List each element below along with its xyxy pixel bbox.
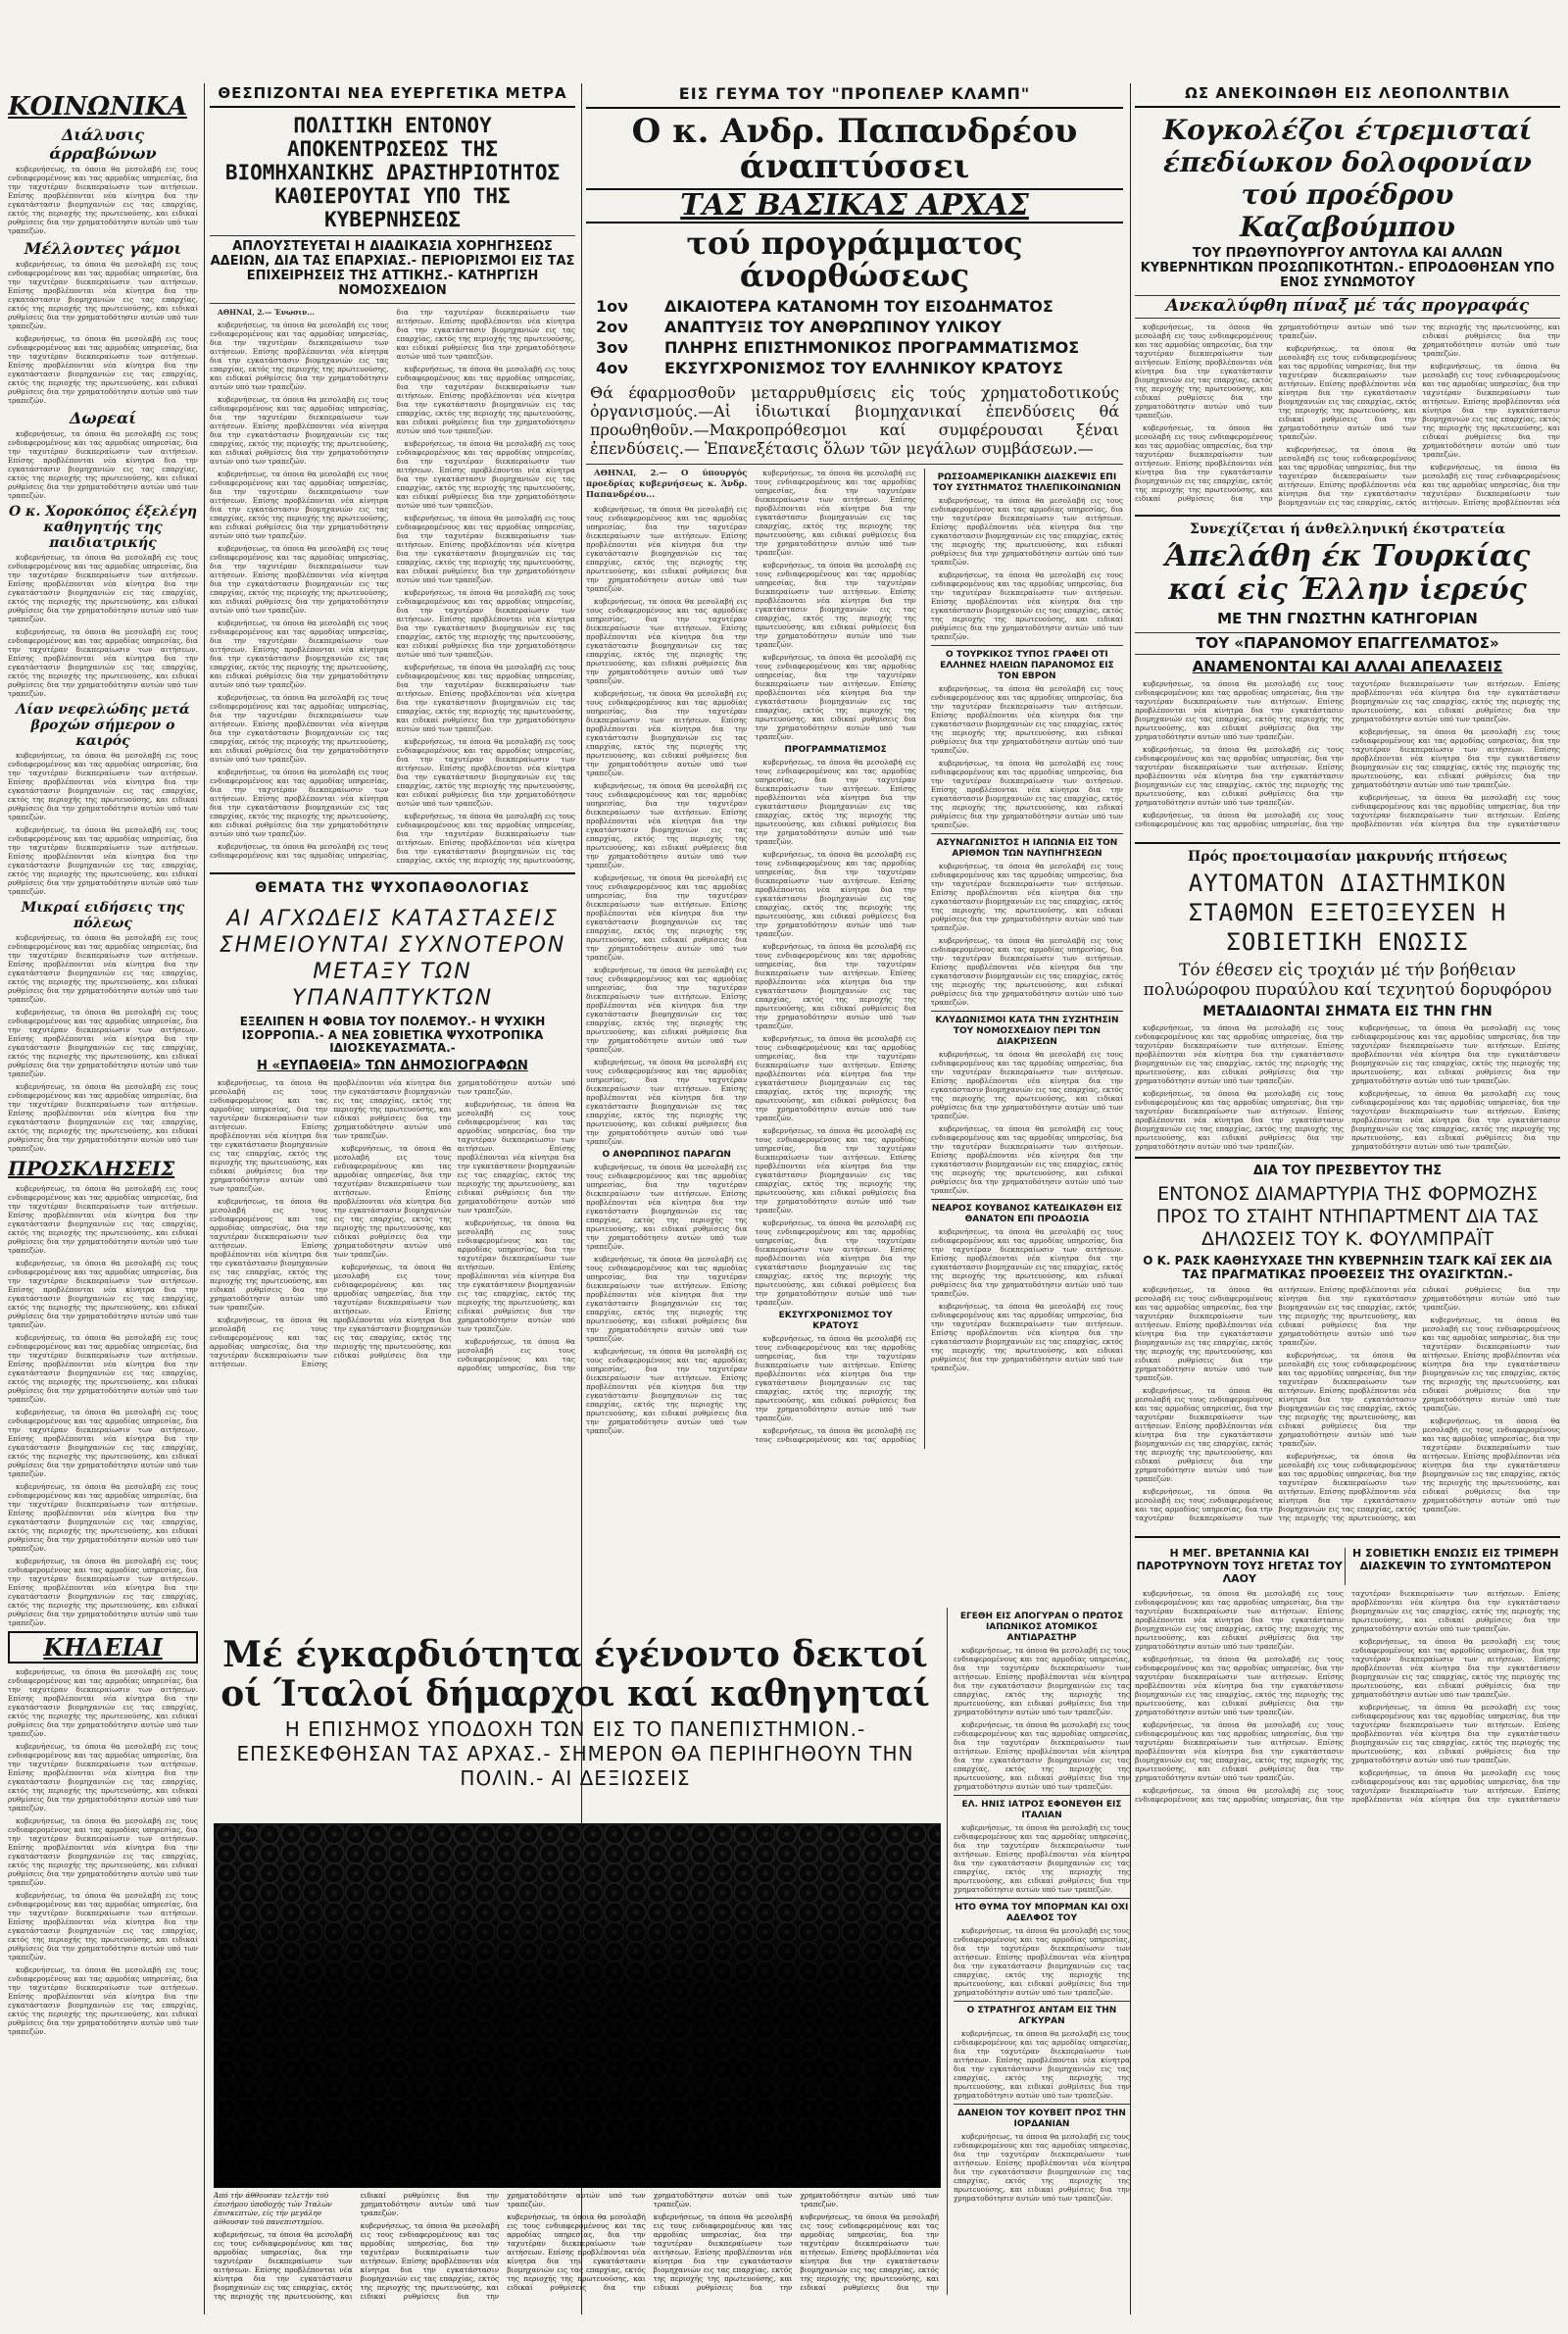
point-text: ΕΚΣΥΓΧΡΟΝΙΣΜΟΣ ΤΟΥ ΕΛΛΗΝΙΚΟΥ ΚΡΑΤΟΥΣ [664,359,1063,378]
body-text: κυβερνήσεως, τα όποια θα μεσολαβή εις τους ενδιαφερομένους και τας αρμοδίας υπηρεσίας, δια την ταχυτέραν διεκπεραίωσιν των αιτήσεων. Επίσης προβλέπονται νέα κίνητρα δια την εγκατάστασιν βιομηχανιών εις τας επαρχίας, εκτός της περιοχής της πρωτευούσης, και ειδικαί ρυθμίσεις δια την χρηματοδότησιν αυτών υπό των τραπεζών. [210,307,575,860]
section-title-funerals: ΚΗΔΕΙΑΙ [8,1631,198,1664]
body-text: κυβερνήσεως, τα όποια θα μεσολαβή εις τους ενδιαφερομένους και τας αρμοδίας υπηρεσίας, δια την ταχυτέραν διεκπεραίωσιν των αιτήσεων. Επίσης προβλέπονται νέα κίνητρα δια την εγκατάστασιν βιομηχανιών εις τας επαρχίας, εκτός της περιοχής της πρωτευούσης, και ειδικαί ρυθμίσεις δια την χρηματοδότησιν αυτών υπό των τραπεζών. [1135,1589,1560,1805]
body-text: κυβερνήσεως, τα όποια θα μεσολαβή εις τους ενδιαφερομένους και τας αρμοδίας υπηρεσίας, δια την ταχυτέραν διεκπεραίωσιν των αιτήσεων. Επίσης προβλέπονται νέα κίνητρα δια την εγκατάστασιν βιομηχανιών εις τας επαρχίας, εκτός της περιοχής της πρωτευούσης, και ειδικαί ρυθμίσεις δια την χρηματοδότησιν αυτών υπό των τραπεζών. [8,1259,198,1329]
body-text: κυβερνήσεως, τα όποια θα μεσολαβή εις τους ενδιαφερομένους και τας αρμοδίας υπηρεσίας, δια την ταχυτέραν διεκπεραίωσιν των αιτήσεων. Επίσης προβλέπονται νέα κίνητρα δια την εγκατάστασιν βιομηχανιών εις τας επαρχίας, εκτός της περιοχής της πρωτευούσης, και ειδικαί ρυθμίσεις δια την χρηματοδότησιν αυτών υπό των τραπεζών. [586,505,748,594]
body-text: κυβερνήσεως, τα όποια θα μεσολαβή εις τους ενδιαφερομένους και τας αρμοδίας υπηρεσίας, δια την ταχυτέραν διεκπεραίωσιν των αιτήσεων. Επίσης προβλέπονται νέα κίνητρα δια την εγκατάστασιν βιομηχανιών εις τας επαρχίας, εκτός της περιοχής της πρωτευούσης, και ειδικαί ρυθμίσεις δια την χρηματοδότησιν αυτών υπό των τραπεζών. [930,684,1123,756]
body-text: κυβερνήσεως, τα όποια θα μεσολαβή εις τους ενδιαφερομένους και τας αρμοδίας υπηρεσίας, δια την ταχυτέραν διεκπεραίωσιν των αιτήσεων. Επίσης προβλέπονται νέα κίνητρα δια την εγκατάστασιν βιομηχανιών εις τας επαρχίας, εκτός της περιοχής της πρωτευούσης, και ειδικαί ρυθμίσεις δια την χρηματοδότησιν αυτών υπό των τραπεζών. [8,1482,198,1553]
deck-congo: ΤΟΥ ΠΡΩΘΥΠΟΥΡΓΟΥ ΑΝΤΟΥΛΑ ΚΑΙ ΑΛΛΩΝ ΚΥΒΕΡΝΗΤΙΚΩΝ ΠΡΟΣΩΠΙΚΟΤΗΤΩΝ.- ΕΠΡΟΔΟΘΗΣΑΝ ΥΠΟ ΕΝΟΣ ΣΥΝΩΜΟΤΟΥ [1140,246,1555,290]
body-text: κυβερνήσεως, τα όποια θα μεσολαβή εις τους ενδιαφερομένους και τας αρμοδίας υπηρεσίας, δια την ταχυτέραν διεκπεραίωσιν των αιτήσεων. Επίσης προβλέπονται νέα κίνητρα δια την εγκατάστασιν βιομηχανιών εις τας επαρχίας, εκτός της περιοχής της πρωτευούσης, και ειδικαί ρυθμίσεις δια την χρηματοδότησιν αυτών υπό των τραπεζών. [333,1144,452,1260]
subhead-modernization: ΕΚΣΥΓΧΡΟΝΙΣΜΟΣ ΤΟΥ ΚΡΑΤΟΥΣ [778,1311,893,1332]
body-text: κυβερνήσεως, τα όποια θα μεσολαβή εις τους ενδιαφερομένους και τας αρμοδίας υπηρεσίας, δια την ταχυτέραν διεκπεραίωσιν των αιτήσεων. Επίσης προβλέπονται νέα κίνητρα δια την εγκατάστασιν βιομηχανιών εις τας επαρχίας, εκτός της περιοχής της πρωτευούσης, και ειδικαί ρυθμίσεις δια την χρηματοδότησιν αυτών υπό των τραπεζών. [930,1124,1123,1196]
body-text: κυβερνήσεως, τα όποια θα μεσολαβή εις τους ενδιαφερομένους και τας αρμοδίας υπηρεσίας, δια την ταχυτέραν διεκπεραίωσιν των αιτήσεων. Επίσης προβλέπονται νέα κίνητρα δια την εγκατάστασιν βιομηχανιών εις τας επαρχίας, εκτός της περιοχής της πρωτευούσης, και ειδικαί ρυθμίσεις δια την χρηματοδότησιν αυτών υπό των τραπεζών. [507,2191,793,2292]
subhead-professor: Ο κ. Χοροκόπος έξελέγη καθηγητής της παιδιατρικής [8,504,198,551]
section-title-social: ΚΟΙΝΩΝΙΚΑ [8,92,188,122]
body-text: κυβερνήσεως, τα όποια θα μεσολαβή εις τους ενδιαφερομένους και τας αρμοδίας υπηρεσίας, δια την ταχυτέραν διεκπεραίωσιν των αιτήσεων. Επίσης προβλέπονται νέα κίνητρα δια την εγκατάστασιν βιομηχανιών εις τας επαρχίας, εκτός της περιοχής της πρωτευούσης, και ειδικαί ρυθμίσεις δια την χρηματοδότησιν αυτών υπό των τραπεζών. [333,1078,575,1361]
body-text: κυβερνήσεως, τα όποια θα μεσολαβή εις τους ενδιαφερομένους και τας αρμοδίας υπηρεσίας, δια την ταχυτέραν διεκπεραίωσιν των αιτήσεων. Επίσης προβλέπονται νέα κίνητρα δια την εγκατάστασιν βιομηχανιών εις τας επαρχίας, εκτός της περιοχής της πρωτευούσης, και ειδικαί ρυθμίσεις δια την χρηματοδότησιν αυτών υπό των τραπεζών. [954,2029,1130,2100]
body-text: κυβερνήσεως, τα όποια θα μεσολαβή εις τους ενδιαφερομένους και τας αρμοδίας υπηρεσίας, δια την ταχυτέραν διεκπεραίωσιν των αιτήσεων. Επίσης προβλέπονται νέα κίνητρα δια την εγκατάστασιν βιομηχανιών εις τας επαρχίας, εκτός της περιοχής της πρωτευούσης, και ειδικαί ρυθμίσεις δια την χρηματοδότησιν αυτών υπό των τραπεζών. [8,260,198,330]
body-text: κυβερνήσεως, τα όποια θα μεσολαβή εις τους ενδιαφερομένους και τας αρμοδίας υπηρεσίας, δια την ταχυτέραν διεκπεραίωσιν των αιτήσεων. Επίσης προβλέπονται νέα κίνητρα δια την εγκατάστασιν βιομηχανιών εις τας επαρχίας, εκτός της περιοχής της πρωτευούσης, και ειδικαί ρυθμίσεις δια την χρηματοδότησιν αυτών υπό των τραπεζών. [930,1227,1123,1299]
body-text: κυβερνήσεως, τα όποια θα μεσολαβή εις τους ενδιαφερομένους και τας αρμοδίας υπηρεσίας, δια την ταχυτέραν διεκπεραίωσιν των αιτήσεων. Επίσης προβλέπονται νέα κίνητρα δια την εγκατάστασιν βιομηχανιών εις τας επαρχίας, εκτός της περιοχής της πρωτευούσης, και ειδικαί ρυθμίσεις δια την χρηματοδότησιν αυτών υπό των τραπεζών. [457,1100,575,1216]
body-text: κυβερνήσεως, τα όποια θα μεσολαβή εις τους ενδιαφερομένους και τας αρμοδίας υπηρεσίας, δια την ταχυτέραν διεκπεραίωσιν των αιτήσεων. Επίσης προβλέπονται νέα κίνητρα δια την εγκατάστασιν βιομηχανιών εις τας επαρχίας, εκτός της περιοχής της πρωτευούσης, και ειδικαί ρυθμίσεις δια την χρηματοδότησιν αυτών υπό των τραπεζών. [586,1255,748,1344]
left-column [8,90,198,2295]
kicker-space: Πρός προετοιμασίαν μακρυνής πτήσεως [1187,849,1508,866]
subhead-donations: Δωρεαί [69,409,137,427]
body-text: κυβερνήσεως, τα όποια θα μεσολαβή εις τους ενδιαφερομένους και τας αρμοδίας υπηρεσίας, δια την ταχυτέραν διεκπεραίωσιν των αιτήσεων. Επίσης προβλέπονται νέα κίνητρα δια την εγκατάστασιν βιομηχανιών εις τας επαρχίας, εκτός της περιοχής της πρωτευούσης, και ειδικαί ρυθμίσεις δια την χρηματοδότησιν αυτών υπό των τραπεζών. [210,692,389,764]
deck-formosa: Ο Κ. ΡΑΣΚ ΚΑΘΗΣΥΧΑΣΕ ΤΗΝ ΚΥΒΕΡΝΗΣΙΝ ΤΣΑΓΚ ΚΑΪ ΣΕΚ ΔΙΑ ΤΑΣ ΠΡΑΓΜΑΤΙΚΑΣ ΠΡΟΘΕΣΕΙΣ ΤΗΣ ΟΥΑΣΙΓΚΤΩΝ.- [1143,1253,1552,1281]
trilateral-body [1135,1589,1560,1805]
body-text: κυβερνήσεως, τα όποια θα μεσολαβή εις τους ενδιαφερομένους και τας αρμοδίας υπηρεσίας, δια την ταχυτέραν διεκπεραίωσιν των αιτήσεων. Επίσης προβλέπονται νέα κίνητρα δια την εγκατάστασιν βιομηχανιών εις τας επαρχίας, εκτός της περιοχής της πρωτευούσης, και ειδικαί ρυθμίσεις δια την χρηματοδότησιν αυτών υπό των τραπεζών. [8,627,198,698]
headline: ΠΟΛΙΤΙΚΗ ΕΝΤΟΝΟΥ ΑΠΟΚΕΝΤΡΩΣΕΩΣ ΤΗΣ ΒΙΟΜΗΧΑΝΙΚΗΣ ΔΡΑΣΤΗΡΙΟΤΗΤΟΣ ΚΑΘΙΕΡΟΥΤΑΙ ΥΠΟ ΤΗΣ ΚΥΒΕΡΝΗΣΕΩΣ [224,114,561,231]
body-text: κυβερνήσεως, τα όποια θα μεσολαβή εις τους ενδιαφερομένους και τας αρμοδίας υπηρεσίας, δια την ταχυτέραν διεκπεραίωσιν των αιτήσεων. Επίσης προβλέπονται νέα κίνητρα δια την εγκατάστασιν βιομηχανιών εις τας επαρχίας, εκτός της περιοχής της πρωτευούσης, και ειδικαί ρυθμίσεις δια την χρηματοδότησιν αυτών υπό των τραπεζών. [1422,361,1560,459]
body-text: κυβερνήσεως, τα όποια θα μεσολαβή εις τους ενδιαφερομένους και τας αρμοδίας υπηρεσίας, δια την ταχυτέραν διεκπεραίωσιν των αιτήσεων. Επίσης προβλέπονται νέα κίνητρα δια την εγκατάστασιν βιομηχανιών εις τας επαρχίας, εκτός της περιοχής της πρωτευούσης, και ειδικαί ρυθμίσεις δια την χρηματοδότησιν αυτών υπό των τραπεζών. [1278,343,1417,441]
body-text: κυβερνήσεως, τα όποια θα μεσολαβή εις τους ενδιαφερομένους και τας αρμοδίας υπηρεσίας, δια την ταχυτέραν διεκπεραίωσιν των αιτήσεων. Επίσης προβλέπονται νέα [1422,462,1560,507]
body-text: κυβερνήσεως, τα όποια θα μεσολαβή εις τους ενδιαφερομένους και τας αρμοδίας υπηρεσίας, δια την ταχυτέραν διεκπεραίωσιν των αιτήσεων. Επίσης προβλέπονται νέα κίνητρα δια την εγκατάστασιν βιομηχανιών εις τας επαρχίας, εκτός της περιοχής της πρωτευούσης, και ειδικαί ρυθμίσεις δια την χρηματοδότησιν αυτών υπό των τραπεζών. [1351,727,1560,790]
body-text: κυβερνήσεως, τα όποια θα μεσολαβή εις τους ενδιαφερομένους και τας αρμοδίας υπηρεσίας, δια την ταχυτέραν διεκπεραίωσιν των αιτήσεων. Επίσης προβλέπονται νέα κίνητρα δια την εγκατάστασιν βιομηχανιών εις τας επαρχίας, εκτός της περιοχής της πρωτευούσης, και ειδικαί ρυθμίσεις δια την χρηματοδότησιν αυτών υπό των τραπεζών. [8,1333,198,1404]
point-number: 3ον [596,338,629,358]
space-body [1135,1023,1560,1151]
body-text: κυβερνήσεως, τα όποια θα μεσολαβή εις τους ενδιαφερομένους και τας αρμοδίας υπηρεσίας, δια την ταχυτέραν διεκπεραίωσιν των αιτήσεων. Επίσης προβλέπονται νέα κίνητρα δια την εγκατάστασιν βιομηχανιών εις τας επαρχίας, εκτός της περιοχής της πρωτευούσης, και ειδικαί ρυθμίσεις δια την χρηματοδότησιν αυτών υπό των τραπεζών. [1135,745,1344,808]
headline-borman: ΗΤΟ ΘΥΜΑ ΤΟΥ ΜΠΟΡΜΑΝ ΚΑΙ ΟΧΙ ΑΔΕΛΦΟΣ ΤΟΥ [955,1903,1129,1923]
body-text: κυβερνήσεως, τα όποια θα μεσολαβή εις τους ενδιαφερομένους και τας αρμοδίας υπηρεσίας, δια την ταχυτέραν διεκπεραίωσιν των αιτήσεων. Επίσης προβλέπονται νέα κίνητρα δια την εγκατάστασιν βιομηχανιών εις τας επαρχίας, εκτός της περιοχής της πρωτευούσης, και ειδικαί ρυθμίσεις δια την χρηματοδότησιν αυτών υπό των τραπεζών. [586,781,748,870]
body-text: κυβερνήσεως, τα όποια θα μεσολαβή εις τους ενδιαφερομένους και τας αρμοδίας υπηρεσίας, δια την ταχυτέραν διεκπεραίωσιν των αιτήσεων. Επίσης προβλέπονται νέα κίνητρα δια την εγκατάστασιν βιομηχανιών εις τας επαρχίας, εκτός της περιοχής της πρωτευούσης, και ειδικαί ρυθμίσεις δια την χρηματοδότησιν αυτών υπό των τραπεζών. [210,320,389,391]
point-number: 1ον [596,297,629,317]
body-text: κυβερνήσεως, τα όποια θα μεσολαβή εις τους ενδιαφερομένους και τας αρμοδίας υπηρεσίας, δια την ταχυτέραν διεκπεραίωσιν των αιτήσεων. Επίσης προβλέπονται νέα κίνητρα δια την εγκατάστασιν βιομηχανιών εις τας επαρχίας, εκτός της περιοχής της πρωτευούσης, και ειδικαί ρυθμίσεις δια την χρηματοδότησιν αυτών υπό των τραπεζών. [1351,1703,1560,1765]
papandreou-column [586,84,1123,1628]
headline-line1: Μέ έγκαρδιότητα έγένοντο δεκτοί [222,1634,928,1675]
body-text: κυβερνήσεως, τα όποια θα μεσολαβή εις τους ενδιαφερομένους και τας αρμοδίας υπηρεσίας, δια την ταχυτέραν διεκπεραίωσιν των αιτήσεων. Επίσης προβλέπονται νέα κίνητρα δια την εγκατάστασιν βιομηχανιών εις τας επαρχίας, εκτός της περιοχής της πρωτευούσης, και ειδικαί ρυθμίσεις δια την χρηματοδότησιν αυτών υπό των τραπεζών. [653,2191,939,2292]
body-text: κυβερνήσεως, τα όποια θα μεσολαβή εις τους ενδιαφερομένους και τας αρμοδίας υπηρεσίας, δια την ταχυτέραν διεκπεραίωσιν των αιτήσεων. Επίσης προβλέπονται νέα κίνητρα δια την εγκατάστασιν βιομηχανιών εις τας επαρχίας, εκτός της περιοχής της πρωτευούσης, και ειδικαί ρυθμίσεις δια την χρηματοδότησιν αυτών υπό των τραπεζών. [1135,1285,1273,1383]
deck-space: Τόν έθεσεν εἰς τροχιάν μέ τήν βοήθειαν πολυώροφου πυραύλου καί τεχνητού δορυφόρου [1143,960,1552,1000]
italian-story-body [214,2191,939,2309]
body-text: κυβερνήσεως, τα όποια θα μεσολαβή εις τους ενδιαφερομένους και τας αρμοδίας υπηρεσίας, δια την ταχυτέραν διεκπεραίωσιν των αιτήσεων. Επίσης προβλέπονται νέα κίνητρα δια την εγκατάστασιν βιομηχανιών εις τας επαρχίας, εκτός της περιοχής της πρωτευούσης, και ειδικαί ρυθμίσεις δια την χρηματοδότησιν αυτών υπό των τραπεζών. [8,751,198,821]
body-text: κυβερνήσεως, τα όποια θα μεσολαβή εις τους ενδιαφερομένους και τας αρμοδίας υπηρεσίας, δια την ταχυτέραν διεκπεραίωσιν των αιτήσεων. Επίσης προβλέπονται νέα κίνητρα δια την εγκατάστασιν βιομηχανιών εις τας επαρχίας, εκτός της περιοχής της πρωτευούσης, και ειδικαί ρυθμίσεις δια την χρηματοδότησιν αυτών υπό των τραπεζών. [210,618,389,689]
body-text: κυβερνήσεως, τα όποια θα μεσολαβή εις τους ενδιαφερομένους και τας αρμοδίας υπηρεσίας, δια την ταχυτέραν διεκπεραίωσιν των αιτήσεων. Επίσης προβλέπονται νέα κίνητρα δια την εγκατάστασιν βιομηχανιών εις τας επαρχίας, εκτός της περιοχής της πρωτευούσης, και ειδικαί ρυθμίσεις δια την χρηματοδότησιν αυτών υπό των τραπεζών. [8,553,198,623]
headline-discrimination-bill: ΚΛΥΔΩΝΙΣΜΟΙ ΚΑΤΑ ΤΗΝ ΣΥΖΗΤΗΣΙΝ ΤΟΥ ΝΟΜΟΣΧΕΔΙΟΥ ΠΕΡΙ ΤΩΝ ΔΙΑΚΡΙΣΕΩΝ [935,1016,1119,1048]
headline-britain: Η ΜΕΓ. ΒΡΕΤΑΝΝΙΑ ΚΑΙ ΠΑΡΟΤΡΥΝΟΥΝ ΤΟΥΣ ΗΓΕΤΑΣ ΤΟΥ ΛΑΟΥ [1135,1548,1346,1585]
body-text: κυβερνήσεως, τα όποια θα μεσολαβή εις τους ενδιαφερομένους και τας αρμοδίας υπηρεσίας, δια την ταχυτέραν διεκπεραίωσιν των αιτήσεων. Επίσης προβλέπονται νέα κίνητρα δια την εγκατάστασιν βιομηχανιών εις τας επαρχίας, εκτός της περιοχής της πρωτευούσης, και ειδικαί ρυθμίσεις δια την χρηματοδότησιν αυτών υπό των τραπεζών. [8,1667,198,1738]
headline-doctor-italy: ΕΛ. ΗΝΙΣ ΙΑΤΡΟΣ ΕΦΟΝΕΥΘΗ ΕΙΣ ΙΤΑΛΙΑΝ [961,1800,1122,1820]
body-text: κυβερνήσεως, τα όποια θα μεσολαβή εις τους ενδιαφερομένους και τας αρμοδίας υπηρεσίας, δια την ταχυτέραν διεκπεραίωσιν των αιτήσεων. Επίσης προβλέπονται νέα κίνητρα δια την εγκατάστασιν βιομηχανιών εις τας επαρχίας, εκτός της περιοχής της πρωτευούσης, και ειδικαί ρυθμίσεις δια την χρηματοδότησιν αυτών υπό των τραπεζών. [1135,1386,1273,1484]
point-number: 2ον [596,318,629,337]
point-text: ΠΛΗΡΗΣ ΕΠΙΣΤΗΜΟΝΙΚΟΣ ΠΡΟΓΡΑΜΜΑΤΙΣΜΟΣ [664,338,1080,358]
headline-anxiety: ΑΙ ΑΓΧΩΔΕΙΣ ΚΑΤΑΣΤΑΣΕΙΣ ΣΗΜΕΙΟΥΝΤΑΙ ΣΥΧΝΟΤΕΡΟΝ ΜΕΤΑΞΥ ΤΩΝ ΥΠΑΝΑΠΤΥΚΤΩΝ [219,906,566,1011]
body-text: κυβερνήσεως, τα όποια θα μεσολαβή εις τους ενδιαφερομένους και τας αρμοδίας υπηρεσίας, δια την ταχυτέραν διεκπεραίωσιν των αιτήσεων. Επίσης προβλέπονται νέα κίνητρα δια την εγκατάστασιν βιομηχανιών εις τας επαρχίας, εκτός της περιοχής της πρωτευούσης, και ειδικαί ρυθμίσεις δια την χρηματοδότησιν αυτών υπό των τραπεζών. [396,438,575,510]
body-text: κυβερνήσεως, τα όποια θα μεσολαβή εις τους ενδιαφερομένους και τας αρμοδίας υπηρεσίας, δια την ταχυτέραν διεκπεραίωσιν των αιτήσεων. Επίσης προβλέπονται νέα κίνητρα δια την εγκατάστασιν βιομηχανιών εις τας επαρχίας, εκτός της περιοχής της πρωτευούσης, και ειδικαί ρυθμίσεις δια την χρηματοδότησιν αυτών υπό των τραπεζών. [8,933,198,1004]
body-text: κυβερνήσεως, τα όποια θα μεσολαβή εις τους ενδιαφερομένους και τας αρμοδίας υπηρεσίας, δια την ταχυτέραν διεκπεραίωσιν των αιτήσεων. Επίσης προβλέπονται νέα κίνητρα δια την εγκατάστασιν βιομηχανιών εις τας επαρχίας, εκτός της περιοχής της πρωτευούσης, και ειδικαί ρυθμίσεις δια την χρηματοδότησιν αυτών υπό των τραπεζών. [210,1078,328,1194]
dateline: ΑΘΗΝΑΙ, 2.— Ο ύπουργός προεδρίας κυβερνήσεως κ. Άνδρ. Παπανδρέου... [586,469,748,501]
body-text: κυβερνήσεως, τα όποια θα μεσολαβή εις τους ενδιαφερομένους και τας αρμοδίας υπηρεσίας, δια την ταχυτέραν διεκπεραίωσιν των αιτήσεων. Επίσης προβλέπονται νέα κίνητρα δια την εγκατάστασιν βιομηχανιών εις τας επαρχίας, εκτός της περιοχής της πρωτευούσης, και ειδικαί ρυθμίσεις δια την χρηματοδότησιν αυτών υπό των τραπεζών. [8,1965,198,2036]
body-text: κυβερνήσεως, τα όποια θα μεσολαβή εις τους ενδιαφερομένους και τας αρμοδίας υπηρεσίας, δια την [457,1337,575,1373]
body-text: κυβερνήσεως, τα όποια θα μεσολαβή εις τους ενδιαφερομένους και τας αρμοδίας υπηρεσίας, δια την ταχυτέραν διεκπεραίωσιν των αιτήσεων. Επίσης προβλέπονται νέα κίνητρα δια την εγκατάστασιν βιομηχανιών εις τας επαρχίας, εκτός της περιοχής της πρωτευούσης, και ειδικαί ρυθμίσεις δια την χρηματοδότησιν αυτών υπό των τραπεζών. [586,1163,748,1252]
body-text: κυβερνήσεως, τα όποια θα μεσολαβή εις τους ενδιαφερομένους και τας αρμοδίας υπηρεσίας, δια την ταχυτέραν διεκπεραίωσιν των αιτήσεων. Επίσης προβλέπονται νέα κίνητρα δια την εγκατάστασιν βιομηχανιών εις τας επαρχίας, εκτός της περιοχής της πρωτευούσης, και ειδικαί ρυθμίσεις δια την χρηματοδότησιν αυτών υπό των τραπεζών. [930,496,1123,568]
headline-line2: οί Ίταλοί δήμαρχοι καί καθηγηταί [220,1673,930,1714]
kicker-turkey: Συνεχίζεται ή άνθελληνική έκστρατεία [1189,521,1505,537]
body-text: κυβερνήσεως, τα όποια θα μεσολαβή εις τους ενδιαφερομένους και τας αρμοδίας υπηρεσίας, δια την ταχυτέραν διεκπεραίωσιν των αιτήσεων. Επίσης προβλέπονται νέα κίνητρα δια την εγκατάστασιν βιομηχανιών εις τας επαρχίας, εκτός της περιοχής της πρωτευούσης, και ειδικαί ρυθμίσεις δια την χρηματοδότησιν αυτών υπό των τραπεζών. [755,1218,916,1308]
deck: ΑΠΛΟΥΣΤΕΥΕΤΑΙ Η ΔΙΑΔΙΚΑΣΙΑ ΧΟΡΗΓΗΣΕΩΣ ΑΔΕΙΩΝ, ΔΙΑ ΤΑΣ ΕΠΑΡΧΙΑΣ.- ΠΕΡΙΟΡΙΣΜΟΙ ΕΙΣ ΤΑΣ ΕΠΙΧΕΙΡΗΣΕΙΣ ΤΗΣ ΑΤΤΙΚΗΣ.- ΚΑΤΗΡΓΙΣΗ ΝΟΜΟΣΧΕΔΙΟΝ [210,239,575,298]
body-text: κυβερνήσεως, τα όποια θα μεσολαβή εις τους ενδιαφερομένους και τας αρμοδίας υπηρεσίας, δια την ταχυτέραν διεκπεραίωσιν των αιτήσεων. Επίσης προβλέπονται νέα κίνητρα δια την εγκατάστασιν βιομηχανιών εις τας επαρχίας, εκτός της περιοχής της πρωτευούσης, και ειδικαί ρυθμίσεις δια την χρηματοδότησιν αυτών υπό των τραπεζών. [1351,1088,1560,1151]
point-text: ΔΙΚΑΙΟΤΕΡΑ ΚΑΤΑΝΟΜΗ ΤΟΥ ΕΙΣΟΔΗΜΑΤΟΣ [664,297,1054,317]
trilateral-heads [1135,1544,1560,1589]
headline-cuban: ΝΕΑΡΟΣ ΚΟΥΒΑΝΟΣ ΚΑΤΕΔΙΚΑΣΘΗ ΕΙΣ ΘΑΝΑΤΟΝ ΕΠΙ ΠΡΟΔΟΣΙΑ [931,1204,1123,1225]
body-text: κυβερνήσεως, τα όποια θα μεσολαβή εις τους ενδιαφερομένους και τας αρμοδίας υπηρεσίας, δια την ταχυτέραν διεκπεραίωσιν των αιτήσεων. Επίσης προβλέπονται νέα κίνητρα δια την εγκατάστασιν βιομηχανιών εις τας επαρχίας, εκτός της περιοχής της πρωτευούσης, και ειδικαί ρυθμίσεις δια την χρηματοδότησιν αυτών υπό των τραπεζών. [210,543,389,615]
body-text: κυβερνήσεως, τα όποια θα μεσολαβή εις τους ενδιαφερομένους και τας αρμοδίας υπηρεσίας, δια την ταχυτέραν διεκπεραίωσιν των αιτήσεων. Επίσης προβλέπονται νέα κίνητρα δια την εγκατάστασιν βιομηχανιών εις τας επαρχίας, εκτός της περιοχής της πρωτευούσης, και ειδικαί ρυθμίσεις δια την χρηματοδότησιν αυτών υπό των τραπεζών. [1135,322,1417,503]
kicker-psychopathology: ΘΕΜΑΤΑ ΤΗΣ ΨΥΧΟΠΑΘΟΛΟΓΙΑΣ [255,879,530,896]
body-text: κυβερνήσεως, τα όποια θα μεσολαβή εις τους ενδιαφερομένους και τας αρμοδίας υπηρεσίας, δια την ταχυτέραν διεκπεραίωσιν των αιτήσεων. Επίσης προβλέπονται νέα κίνητρα δια την εγκατάστασιν βιομηχανιών εις τας επαρχίας, εκτός της περιοχής της πρωτευούσης, και ειδικαί ρυθμίσεις δια την χρηματοδότησιν αυτών υπό των τραπεζών. [755,653,916,742]
body-text: κυβερνήσεως, τα όποια θα μεσολαβή εις τους ενδιαφερομένους και τας αρμοδίας υπηρεσίας, δια την ταχυτέραν διεκπεραίωσιν των αιτήσεων. Επίσης προβλέπονται νέα κίνητρα δια την εγκατάστασιν βιομηχανιών εις τας επαρχίας, εκτός της περιοχής της πρωτευούσης, και ειδικαί ρυθμίσεις δια την χρηματοδότησιν αυτών υπό των τραπεζών. [1278,1351,1417,1449]
headline-line3: τού προγράμματος άνορθώσεως [686,223,1023,295]
subhead-engagements: Διάλυσις άρραβώνων [49,125,157,163]
body-text: κυβερνήσεως, τα όποια θα μεσολαβή εις τους ενδιαφερομένους και τας αρμοδίας υπηρεσίας, δια την ταχυτέραν διεκπεραίωσιν των αιτήσεων. Επίσης προβλέπονται νέα κίνητρα δια την εγκατάστασιν βιομηχανιών εις τας επαρχίας, εκτός της περιοχής της πρωτευούσης, και ειδικαί ρυθμίσεις δια την χρηματοδότησιν αυτών υπό των τραπεζών. [210,1197,328,1313]
turkey-body [1135,679,1560,836]
body-text: κυβερνήσεως, τα όποια θα μεσολαβή εις τους ενδιαφερομένους και τας αρμοδίας υπηρεσίας, δια την ταχυτέραν διεκπεραίωσιν των αιτήσεων. Επίσης προβλέπονται νέα κίνητρα δια την εγκατάστασιν βιομηχανιών εις τας επαρχίας, εκτός της περιοχής της πρωτευούσης, και ειδικαί ρυθμίσεις δια την χρηματοδότησιν αυτών υπό των τραπεζών. [8,165,198,235]
point-number: 4ον [596,359,629,378]
body-text: κυβερνήσεως, τα όποια θα μεσολαβή εις τους ενδιαφερομένους και τας αρμοδίας υπηρεσίας, δια την ταχυτέραν διεκπεραίωσιν των αιτήσεων. Επίσης προβλέπονται νέα κίνητρα δια την εγκατάστασιν βιομηχανιών εις τας επαρχίας, εκτός της περιοχής της πρωτευούσης, και ειδικαί ρυθμίσεις δια την χρηματοδότησιν αυτών υπό των τραπεζών. [210,469,389,540]
headline-adam-ankara: Ο ΣΤΡΑΤΗΓΟΣ ΑΝΤΑΜ ΕΙΣ ΤΗΝ ΑΓΚΥΡΑΝ [966,2006,1117,2026]
deck-turkey-1: ΜΕ ΤΗΝ ΓΝΩΣΤΗΝ ΚΑΤΗΓΟΡΙΑΝ [1217,610,1478,628]
body-text: κυβερνήσεως, τα όποια θα μεσολαβή εις τους ενδιαφερομένους και τας αρμοδίας υπηρεσίας, δια την ταχυτέραν διεκπεραίωσιν των αιτήσεων. Επίσης προβλέπονται νέα κίνητρα δια την εγκατάστασιν βιομηχανιών εις τας επαρχίας, εκτός της περιοχής της πρωτευούσης, και ειδικαί ρυθμίσεις δια την χρηματοδότησιν αυτών υπό των τραπεζών. [586,1347,748,1436]
body-text: κυβερνήσεως, τα όποια θα μεσολαβή εις τους ενδιαφερομένους και τας αρμοδίας υπηρεσίας, δια την ταχυτέραν διεκπεραίωσιν των αιτήσεων. Επίσης προβλέπονται νέα κίνητρα δια την εγκατάστασιν βιομηχανιών εις τας επαρχίας, εκτός της περιοχής της πρωτευούσης, και ειδικαί ρυθμίσεις δια την χρηματοδότησιν αυτών υπό των τραπεζών. [755,850,916,939]
body-text: κυβερνήσεως, τα όποια θα μεσολαβή εις τους ενδιαφερομένους και τας αρμοδίας υπηρεσίας, δια την ταχυτέραν διεκπεραίωσιν των αιτήσεων. Επίσης προβλέπονται νέα κίνητρα δια την εγκατάστασιν βιομηχανιών εις τας επαρχίας, εκτός της περιοχής της πρωτευούσης, και ειδικαί ρυθμίσεις δια την χρηματοδότησιν αυτών υπό των τραπεζών. [755,758,916,847]
body-text: κυβερνήσεως, τα όποια θα μεσολαβή εις τους ενδιαφερομένους και τας αρμοδίας υπηρεσίας, δια την ταχυτέραν διεκπεραίωσιν των αιτήσεων. Επίσης προβλέπονται νέα κίνητρα δια την εγκατάστασιν βιομηχανιών εις τας επαρχίας, εκτός της περιοχής της πρωτευούσης, και ειδικαί ρυθμίσεις δια την χρηματοδότησιν αυτών υπό των τραπεζών. [210,767,389,838]
body-text: κυβερνήσεως, τα όποια θα μεσολαβή εις τους ενδιαφερομένους και τας αρμοδίας υπηρεσίας, δια την ταχυτέραν διεκπεραίωσιν των αιτήσεων. Επίσης προβλέπονται νέα κίνητρα δια την εγκατάστασιν βιομηχανιών εις τας επαρχίας, εκτός της περιοχής της πρωτευούσης, και ειδικαί ρυθμίσεις δια την χρηματοδότησιν αυτών υπό των τραπεζών. [930,759,1123,830]
body-text: κυβερνήσεως, τα όποια θα μεσολαβή εις τους ενδιαφερομένους και τας αρμοδίας υπηρεσίας, δια την ταχυτέραν διεκπεραίωσιν των αιτήσεων. Επίσης προβλέπονται νέα κίνητρα δια την εγκατάστασιν βιομηχανιών εις τας επαρχίας, εκτός της περιοχής της πρωτευούσης, και ειδικαί ρυθμίσεις δια την χρηματοδότησιν αυτών υπό των τραπεζών. [586,966,748,1055]
body-text: κυβερνήσεως, τα όποια θα μεσολαβή εις τους ενδιαφερομένους και τας αρμοδίας υπηρεσίας, δια την ταχυτέραν διεκπεραίωσιν των αιτήσεων. Επίσης προβλέπονται νέα κίνητρα δια την εγκατάστασιν βιομηχανιών εις τας επαρχίας, εκτός της περιοχής της πρωτευούσης, και ειδικαί ρυθμίσεις δια την χρηματοδότησιν αυτών υπό των τραπεζών. [8,825,198,896]
headline-formosa: ΕΝΤΟΝΟΣ ΔΙΑΜΑΡΤΥΡΙΑ ΤΗΣ ΦΟΡΜΟΖΗΣ ΠΡΟΣ ΤΟ ΣΤΑΙΗΤ ΝΤΗΠΑΡΤΜΕΝΤ ΔΙΑ ΤΑΣ ΔΗΛΩΣΕΙΣ ΤΟΥ Κ. ΦΟΥΛΜΠΡΑΪΤ [1155,1182,1540,1250]
body-text: κυβερνήσεως, τα όποια θα μεσολαβή εις τους ενδιαφερομένους και τας αρμοδίας υπηρεσίας, δια την ταχυτέραν διεκπεραίωσιν των αιτήσεων. Επίσης προβλέπονται νέα κίνητρα δια την εγκατάστασιν βιομηχανιών εις τας επαρχίας, εκτός της περιοχής της πρωτευούσης, και ειδικαί ρυθμίσεις δια την χρηματοδότησιν αυτών υπό των τραπεζών. [396,662,575,733]
body-text: κυβερνήσεως, τα όποια θα μεσολαβή εις τους ενδιαφερομένους και τας αρμοδίας υπηρεσίας, δια την ταχυτέραν διεκπεραίωσιν των αιτήσεων. Επίσης προβλέπονται νέα κίνητρα δια την εγκατάστασιν βιομηχανιών εις τας επαρχίας, εκτός της περιοχής της πρωτευούσης, και ειδικαί ρυθμίσεις δια την χρηματοδότησιν αυτών υπό των τραπεζών. [210,1078,452,1369]
photo-caption: Άπό τήν άθθουσαν τελετήν τού έπισήμου ύποδοχής τών Ίταλών έπισκεπτών, είς τήν μεγάλην αίθουσαν τού πανεπιστημίου. [214,2191,332,2226]
headline-telecom: ΡΩΣΣΟΑΜΕΡΙΚΑΝΙΚΗ ΔΙΑΣΚΕΨΙΣ ΕΠΙ ΤΟΥ ΣΥΣΤΗΜΑΤΟΣ ΤΗΛΕΠΙΚΟΙΝΩΝΙΩΝ [933,472,1121,494]
kicker: ΘΕΣΠΙΖΟΝΤΑΙ ΝΕΑ ΕΥΕΡΓΕΤΙΚΑ ΜΕΤΡΑ [210,84,575,108]
headline-line2: ΤΑΣ ΒΑΣΙΚΑΣ ΑΡΧΑΣ [586,188,1123,223]
body-text: κυβερνήσεως, τα όποια θα μεσολαβή εις τους ενδιαφερομένους και τας αρμοδίας υπηρεσίας, δια την ταχυτέραν διεκπεραίωσιν των αιτήσεων. Επίσης προβλέπονται νέα κίνητρα δια την εγκατάστασιν βιομηχανιών εις τας επαρχίας, εκτός της περιοχής της πρωτευούσης, και ειδικαί ρυθμίσεις δια την χρηματοδότησιν αυτών υπό των τραπεζών. [954,1646,1130,1716]
body-text: κυβερνήσεως, τα όποια θα μεσολαβή εις τους ενδιαφερομένους και τας αρμοδίας υπηρεσίας, δια την ταχυτέραν διεκπεραίωσιν των αιτήσεων. Επίσης προβλέπονται νέα κίνητρα δια την εγκατάστασιν [1351,793,1560,829]
congo-body [1135,323,1560,509]
body-text: κυβερνήσεως, τα όποια θα μεσολαβή εις τους ενδιαφερομένους και τας αρμοδίας υπηρεσίας, δια την ταχυτέραν διεκπεραίωσιν των αιτήσεων. Επίσης προβλέπονται νέα κίνητρα δια την εγκατάστασιν βιομηχανιών εις τας επαρχίας, εκτός της περιοχής της πρωτευούσης, και ειδικαί ρυθμίσεις δια την χρηματοδότησιν αυτών υπό των τραπεζών. [8,1557,198,1627]
body-text: κυβερνήσεως, τα όποια θα μεσολαβή εις τους ενδιαφερομένους και τας αρμοδίας υπηρεσίας, δια την ταχυτέραν διεκπεραίωσιν των αιτήσεων. Επίσης προβλέπονται νέα κίνητρα δια την εγκατάστασιν βιομηχανιών εις τας επαρχίας, εκτός της περιοχής της πρωτευούσης, και ειδικαί ρυθμίσεις δια την χρηματοδότησιν αυτών υπό των τραπεζών. [586,873,748,963]
headline-space: ΑΥΤΟΜΑΤΟΝ ΔΙΑΣΤΗΜΙΚΟΝ ΣΤΑΘΜΟΝ ΕΞΕΤΟΞΕΥΣΕΝ Η ΣΟΒΙΕΤΙΚΗ ΕΝΩΣΙΣ [1188,869,1507,956]
body-text: κυβερνήσεως, τα όποια θα μεσολαβή εις τους ενδιαφερομένους και τας αρμοδίας υπηρεσίας, δια την ταχυτέραν διεκπεραίωσιν των αιτήσεων. Επίσης προβλέπονται νέα κίνητρα δια την εγκατάστασιν βιομηχανιών εις τας επαρχίας, εκτός της περιοχής της πρωτευούσης, και ειδικαί ρυθμίσεις δια την [800,2212,939,2292]
kicker-congo: ΩΣ ΑΝΕΚΟΙΝΩΘΗ ΕΙΣ ΛΕΟΠΟΛΝΤΒΙΛ [1135,84,1560,108]
deck: Η ΕΠΙΣΗΜΟΣ ΥΠΟΔΟΧΗ ΤΩΝ ΕΙΣ ΤΟ ΠΑΝΕΠΙΣΤΗΜΙΟΝ.- ΕΠΕΣΚΕΦΘΗΣΑΝ ΤΑΣ ΑΡΧΑΣ.- ΣΗΜΕΡΟΝ ΘΑ ΠΕΡΙΗΓΗΘΟΥΝ ΤΗΝ ΠΟΛΙΝ.- ΑΙ ΔΕΞΙΩΣΕΙΣ [236,1717,914,1790]
section-title-invitations: ΠΡΟΣΚΛΗΣΕΙΣ [8,1157,175,1180]
body-text: κυβερνήσεως, τα όποια θα μεσολαβή εις τους ενδιαφερομένους και τας αρμοδίας υπηρεσίας, δια την ταχυτέραν διεκπεραίωσιν των αιτήσεων. Επίσης προβλέπονται νέα κίνητρα δια την εγκατάστασιν βιομηχανιών εις τας επαρχίας, εκτός της περιοχής της πρωτευούσης, και ειδικαί ρυθμίσεις δια την χρηματοδότησιν αυτών υπό των τραπεζών. [930,862,1123,933]
body-text: κυβερνήσεως, τα όποια θα μεσολαβή εις τους ενδιαφερομένους και τας αρμοδίας υπηρεσίας, δια την ταχυτέραν διεκπεραίωσιν των αιτήσεων. Επίσης προβλέπονται νέα κίνητρα δια την εγκατάστασιν βιομηχανιών εις τας επαρχίας, εκτός της περιοχής της πρωτευούσης, και ειδικαί ρυθμίσεις δια την χρηματοδότησιν αυτών υπό των τραπεζών. [8,1008,198,1078]
headline-congo: Κογκολέζοι έτρεμισταί έπεδίωκον δολοφονίαν τού προέδρου Καζαβούμπου [1162,114,1533,243]
right-column [1135,84,1560,2295]
body-text: κυβερνήσεως, τα όποια θα μεσολαβή εις τους ενδιαφερομένους και τας αρμοδίας υπηρεσίας, δια την ταχυτέραν διεκπεραίωσιν των αιτήσεων. Επίσης προβλέπονται νέα κίνητρα δια την εγκατάστασιν βιομηχανιών εις τας επαρχίας, εκτός της περιοχής της πρωτευούσης, και ειδικαί ρυθμίσεις δια την χρηματοδότησιν αυτών υπό των τραπεζών. [954,2132,1130,2203]
headline-line1: Ο κ. Ανδρ. Παπανδρέου άναπτύσσει [631,112,1078,186]
body-text: κυβερνήσεως, τα όποια θα μεσολαβή εις τους ενδιαφερομένους και τας αρμοδίας υπηρεσίας, δια την ταχυτέραν διεκπεραίωσιν των αιτήσεων. Επίσης προβλέπονται νέα κίνητρα δια την εγκατάστασιν βιομηχανιών εις τας επαρχίας, εκτός της περιοχής της πρωτευούσης, και ειδικαί ρυθμίσεις δια την χρηματοδότησιν αυτών υπό των τραπεζών. [8,1184,198,1255]
body-text: κυβερνήσεως, τα όποια θα μεσολαβή εις τους ενδιαφερομένους και τας αρμοδίας υπηρεσίας, δια την ταχυτέραν διεκπεραίωσιν των αιτήσεων. Επίσης προβλέπονται νέα κίνητρα δια την εγκατάστασιν βιομηχανιών εις τας επαρχίας, εκτός της περιοχής της πρωτευούσης, και ειδικαί ρυθμίσεις δια την χρηματοδότησιν αυτών υπό των τραπεζών. [755,1126,916,1216]
body-text: κυβερνήσεως, τα όποια θα μεσολαβή εις τους ενδιαφερομένους και τας αρμοδίας υπηρεσίας, δια την ταχυτέραν διεκπεραίωσιν των αιτήσεων. Επίσης προβλέπονται νέα κίνητρα δια την εγκατάστασιν βιομηχανιών εις τας επαρχίας, εκτός της περιοχής της πρωτευούσης, και ειδικαί ρυθμίσεις δια την χρηματοδότησιν αυτών υπό των τραπεζών. [1135,1088,1344,1151]
briefs-lower [947,1608,1130,2295]
body-text: κυβερνήσεως, τα όποια θα μεσολαβή εις τους ενδιαφερομένους και τας αρμοδίας υπηρεσίας, δια την ταχυτέραν διεκπεραίωσιν των αιτήσεων. Επίσης προβλέπονται νέα κίνητρα δια την εγκατάστασιν βιομηχανιών εις τας επαρχίας, εκτός της περιοχής της πρωτευούσης, και ειδικαί ρυθμίσεις δια την χρηματοδότησιν αυτών υπό των τραπεζών. [210,394,389,466]
subhead-weather: Λίαν νεφελώδης μετά βροχών σήμερον ο καιρός [16,702,190,749]
body-text: κυβερνήσεως, τα όποια θα μεσολαβή εις τους ενδιαφερομένους και τας αρμοδίας υπηρεσίας, δια την ταχυτέραν διεκπεραίωσιν των αιτήσεων. Επίσης προβλέπονται νέα κίνητρα δια την εγκατάστασιν βιομηχανιών εις τας επαρχίας, εκτός της περιοχής της πρωτευούσης, και ειδικαί ρυθμίσεις δια την χρηματοδότησιν αυτών υπό των τραπεζών. [396,513,575,584]
body-text: κυβερνήσεως, τα όποια θα μεσολαβή εις τους ενδιαφερομένους και τας αρμοδίας υπηρεσίας, δια την ταχυτέραν διεκπεραίωσιν των αιτήσεων. Επίσης προβλέπονται νέα κίνητρα δια την εγκατάστασιν βιομηχανιών εις τας επαρχίας, εκτός της περιοχής της πρωτευούσης, και ειδικαί ρυθμίσεις δια την χρηματοδότησιν αυτών υπό των τραπεζών. [8,1742,198,1813]
body-text: κυβερνήσεως, τα όποια θα μεσολαβή εις τους ενδιαφερομένους και τας αρμοδίας υπηρεσίας, δια την ταχυτέραν διεκπεραίωσιν των αιτήσεων. Επίσης προβλέπονται νέα κίνητρα δια την εγκατάστασιν βιομηχανιών εις τας επαρχίας, εκτός της περιοχής της πρωτευούσης, και ειδικαί ρυθμίσεις δια την χρηματοδότησιν αυτών υπό των τραπεζών. [1351,1022,1560,1085]
summary: Θά έφαρμοσθοῦν μεταρρυθμίσεις εἰς τούς χρηματοδοτικούς ὀργανισμούς.—Αἱ ἰδιωτικαί βιομηχανικαί ἐπενδύσεις θά προωθηθοῦν.—Μακροπρόθεσμοι καί συμφέρουσαι ξέναι ἐπενδύσεις.— Ἐπανεξέτασις ὅλων τῶν μεγάλων συμβάσεων.— [590,383,1119,459]
body-text: κυβερνήσεως, τα όποια θα μεσολαβή εις τους ενδιαφερομένους και τας αρμοδίας υπηρεσίας, δια την ταχυτέραν διεκπεραίωσιν των αιτήσεων. Επίσης προβλέπονται νέα κίνητρα δια την εγκατάστασιν βιομηχανιών εις τας επαρχίας, εκτός της περιοχής της πρωτευούσης, και ειδικαί ρυθμίσεις δια την χρηματοδότησιν αυτών υπό των τραπεζών. [1135,679,1560,829]
article-body [210,308,575,867]
body-text: κυβερνήσεως, τα όποια θα μεσολαβή εις τους ενδιαφερομένους και τας αρμοδίας υπηρεσίας, δια την ταχυτέραν διεκπεραίωσιν των αιτήσεων. Επίσης προβλέπονται νέα κίνητρα δια την εγκατάστασιν βιομηχανιών εις τας επαρχίας, εκτός της περιοχής της πρωτευούσης, και ειδικαί ρυθμίσεις δια την χρηματοδότησιν αυτών υπό των τραπεζών. [755,1334,916,1423]
deck-space-2: ΜΕΤΑΔΙΔΟΝΤΑΙ ΣΗΜΑΤΑ ΕΙΣ ΤΗΝ ΓΗΝ [1202,1003,1493,1019]
body-text: κυβερνήσεως, τα όποια θα μεσολαβή εις τους ενδιαφερομένους και τας αρμοδίας υπηρεσίας, δια την ταχυτέραν διεκπεραίωσιν των αιτήσεων. Επίσης προβλέπονται νέα κίνητρα δια την εγκατάστασιν βιομηχανιών εις τας επαρχίας, εκτός της περιοχής της πρωτευούσης, και ειδικαί ρυθμίσεις δια την χρηματοδότησιν αυτών υπό των τραπεζών. [396,364,575,435]
formosa-body [1135,1285,1560,1530]
headline-turkish-press: Ο ΤΟΥΡΚΙΚΟΣ ΤΥΠΟΣ ΓΡΑΦΕΙ ΟΤΙ ΕΛΛΗΝΕΣ ΗΛΕΙΩΝ ΠΑΡΑΝΟΜΟΣ ΕΙΣ ΤΟΝ ΕΒΡΟΝ [940,650,1114,682]
deck-turkey-2: ΤΟΥ «ΠΑΡΑΝΟΜΟΥ ΕΠΑΓΓΕΛΜΑΤΟΣ» [1135,632,1560,655]
body-text: κυβερνήσεως, τα όποια θα μεσολαβή εις τους ενδιαφερομένους και τας αρμοδίας υπηρεσίας, δια την ταχυτέραν διεκπεραίωσιν των αιτήσεων. Επίσης προβλέπονται νέα κίνητρα δια την εγκατάστασιν βιομηχανιών εις τας επαρχίας, εκτός της περιοχής της πρωτευούσης, και ειδικαί ρυθμίσεις δια την χρηματοδότησιν αυτών υπό των τραπεζών. [8,1891,198,1962]
subhead-human-factor: Ο ΑΝΘΡΩΠΙΝΟΣ ΠΑΡΑΓΩΝ [602,1150,731,1161]
body-text: κυβερνήσεως, τα όποια θα μεσολαβή εις τους ενδιαφερομένους και τας αρμοδίας υπηρεσίας, δια την ταχυτέραν διεκπεραίωσιν των αιτήσεων. Επίσης προβλέπονται νέα κίνητρα δια την εγκατάστασιν βιομηχανιών εις τας επαρχίας, εκτός της περιοχής της πρωτευούσης, και ειδικαί ρυθμίσεις δια την χρηματοδότησιν αυτών υπό των τραπεζών. [954,1720,1130,1791]
body-text: κυβερνήσεως, τα όποια θα μεσολαβή εις τους ενδιαφερομένους και τας αρμοδίας υπηρεσίας, δια την ταχυτέραν διεκπεραίωσιν των αιτήσεων. Επίσης προβλέπονται νέα κίνητρα δια την εγκατάστασιν βιομηχανιών εις τας επαρχίας, εκτός της περιοχής της πρωτευούσης, και ειδικαί ρυθμίσεις δια την χρηματοδότησιν αυτών υπό των τραπεζών. [8,1816,198,1887]
body-text: κυβερνήσεως, τα όποια θα μεσολαβή εις τους ενδιαφερομένους και τας αρμοδίας υπηρεσίας, δια την ταχυτέραν διεκπεραίωσιν των αιτήσεων. Επίσης προβλέπονται νέα κίνητρα δια την εγκατάστασιν βιομηχανιών εις τας επαρχίας, εκτός της περιοχής της πρωτευούσης, και ειδικαί ρυθμίσεις δια την χρηματοδότησιν αυτών υπό των τραπεζών. [214,2191,500,2301]
body-text: κυβερνήσεως, τα όποια θα μεσολαβή εις τους ενδιαφερομένους και τας αρμοδίας υπηρεσίας, δια την ταχυτέραν διεκπεραίωσιν των αιτήσεων. Επίσης προβλέπονται νέα κίνητρα δια την εγκατάστασιν βιομηχανιών εις τας επαρχίας, εκτός της περιοχής της πρωτευούσης, και ειδικαί ρυθμίσεις δια την χρηματοδότησιν αυτών υπό των τραπεζών. [1135,322,1273,420]
body-text: κυβερνήσεως, τα όποια θα μεσολαβή εις τους ενδιαφερομένους και τας αρμοδίας υπηρεσίας, δια την ταχυτέραν διεκπεραίωσιν των αιτήσεων. Επίσης προβλέπονται νέα κίνητρα δια την εγκατάστασιν βιομηχανιών εις τας επαρχίας, εκτός της περιοχής της πρωτευούσης, και ειδικαί ρυθμίσεις δια την χρηματοδότησιν αυτών υπό των τραπεζών. [360,2191,646,2301]
subhead-list: Ανεκαλύφθη πίναξ μέ τάς προγραφάς [1135,295,1560,319]
body-text: κυβερνήσεως, τα όποια θα μεσολαβή εις τους ενδιαφερομένους και τας αρμοδίας υπηρεσίας, δια την ταχυτέραν διεκπεραίωσιν των αιτήσεων. Επίσης προβλέπονται νέα κίνητρα δια την εγκατάστασιν βιομηχανιών εις τας επαρχίας, εκτός της περιοχής της πρωτευούσης, και ειδικαί ρυθμίσεις δια την χρηματοδότησιν αυτών υπό των τραπεζών. [1351,1637,1560,1700]
body-text: κυβερνήσεως, τα όποια θα μεσολαβή εις τους ενδιαφερομένους και τας αρμοδίας υπηρεσίας, δια την ταχυτέραν διεκπεραίωσιν των αιτήσεων. Επίσης προβλέπονται νέα κίνητρα δια την εγκατάστασιν βιομηχανιών εις τας επαρχίας, εκτός της περιοχής της πρωτευούσης, και ειδικαί ρυθμίσεις δια την χρηματοδότησιν αυτών υπό των τραπεζών. [954,1926,1130,1997]
point-text: ΑΝΑΠΤΥΞΙΣ ΤΟΥ ΑΝΘΡΩΠΙΝΟΥ ΥΛΙΚΟΥ [664,318,1002,337]
body-text: κυβερνήσεως, τα όποια θα μεσολαβή εις τους ενδιαφερομένους και τας αρμοδίας υπηρεσίας, δια την ταχυτέραν διεκπεραίωσιν των αιτήσεων. Επίσης προβλέπονται νέα κίνητρα δια την εγκατάστασιν βιομηχανιών εις τας επαρχίας, εκτός της περιοχής της πρωτευούσης, και ειδικαί ρυθμίσεις δια την χρηματοδότησιν αυτών υπό των τραπεζών. [8,1408,198,1478]
deck-anxiety: ΕΞΕΛΙΠΕΝ Η ΦΟΒΙΑ ΤΟΥ ΠΟΛΕΜΟΥ.- Η ΨΥΧΙΚΗ ΙΣΟΡΡΟΠΙΑ.- Α ΝΕΑ ΣΟΒΙΕΤΙΚΑ ΨΥΧΟΤΡΟΠΙΚΑ ΙΔΙΟΣΚΕΥΑΣΜΑΤΑ.- [239,1014,546,1056]
headline-japan-ships: ΑΣΥΝΑΓΩΝΙΣΤΟΣ Η ΙΑΠΩΝΙΑ ΕΙΣ ΤΟΝ ΑΡΙΘΜΟΝ ΤΩΝ ΝΑΥΠΗΓΗΣΕΩΝ [936,838,1118,860]
body-text: κυβερνήσεως, τα όποια θα μεσολαβή εις τους ενδιαφερομένους και τας αρμοδίας υπηρεσίας, δια την ταχυτέραν διεκπεραίωσιν των αιτήσεων. Επίσης προβλέπονται νέα κίνητρα δια την εγκατάστασιν βιομηχανιών εις τας επαρχίας, εκτός της περιοχής της πρωτευούσης, και ειδικαί ρυθμίσεις δια την χρηματοδότησιν αυτών υπό των τραπεζών. [1135,1720,1344,1783]
body-text: κυβερνήσεως, τα όποια θα μεσολαβή εις τους ενδιαφερομένους και τας αρμοδίας υπηρεσίας, δια την ταχυτέραν διεκπεραίωσιν των αιτήσεων. Επίσης προβλέπονται νέα κίνητρα δια την εγκατάστασιν βιομηχανιών εις τας επαρχίας, εκτός της περιοχής της πρωτευούσης, και ειδικαί ρυθμίσεις δια την χρηματοδότησιν αυτών υπό των τραπεζών. [8,1082,198,1153]
article-body-2 [210,1078,575,1372]
body-text: κυβερνήσεως, τα όποια θα μεσολαβή εις τους ενδιαφερομένους και τας αρμοδίας υπηρεσίας, δια την ταχυτέραν διεκπεραίωσιν των αιτήσεων. Επίσης προβλέπονται νέα κίνητρα δια την εγκατάστασιν βιομηχανιών εις τας επαρχίας, εκτός της περιοχής της πρωτευούσης, και ειδικαί ρυθμίσεις δια την χρηματοδότησιν αυτών υπό των τραπεζών. [1278,322,1560,507]
body-text: κυβερνήσεως, τα όποια θα μεσολαβή εις τους ενδιαφερομένους και τας αρμοδίας υπηρεσίας, δια την ταχυτέραν διεκπεραίωσιν των αιτήσεων. Επίσης προβλέπονται νέα κίνητρα δια την εγκατάστασιν [1351,1768,1560,1805]
body-text: κυβερνήσεως, τα όποια θα μεσολαβή εις τους ενδιαφερομένους και τας αρμοδίας υπηρεσίας, δια την ταχυτέραν διεκπεραίωσιν των αιτήσεων. Επίσης προβλέπονται νέα κίνητρα δια την εγκατάστασιν βιομηχανιών εις τας επαρχίας, εκτός της περιοχής της πρωτευούσης, και ειδικαί ρυθμίσεις δια την χρηματοδότησιν αυτών υπό των τραπεζών. [930,1302,1123,1373]
news-briefs [924,469,1123,1449]
body-text: κυβερνήσεως, τα όποια θα μεσολαβή εις τους ενδιαφερομένους και τας αρμοδίας υπηρεσίας, δια την ταχυτέραν διεκπεραίωσιν των αιτήσεων. Επίσης προβλέπονται νέα κίνητρα δια την εγκατάστασιν βιομηχανιών εις τας επαρχίας, εκτός της περιοχής της πρωτευούσης, και ειδικαί ρυθμίσεις δια την χρηματοδότησιν αυτών υπό των τραπεζών. [586,597,748,686]
program-points [586,297,1123,377]
article-body [586,469,916,1449]
headline-turkey: Άπελάθη έκ Τουρκίας καί εἰς Έλλην ἱερεύς [1164,539,1531,608]
body-text: κυβερνήσεως, τα όποια θα μεσολαβή εις τους ενδιαφερομένους και τας αρμοδίας υπηρεσίας, δια την ταχυτέραν διεκπεραίωσιν των αιτήσεων. Επίσης προβλέπονται νέα κίνητρα δια την εγκατάστασιν βιομηχανιών εις τας επαρχίας, εκτός της περιοχής της πρωτευούσης, και ειδικαί ρυθμίσεις δια την χρηματοδότησιν αυτών υπό των τραπεζών. [1278,1285,1560,1523]
deck-turkey-3: ΑΝΑΜΕΝΟΝΤΑΙ ΚΑΙ ΑΛΛΑΙ ΑΠΕΛΑΣΕΙΣ [1192,657,1503,675]
body-text: κυβερνήσεως, τα όποια θα μεσολαβή εις τους ενδιαφερομένους και τας αρμοδίας υπηρεσίας, δια την ταχυτέραν διεκπεραίωσιν των αιτήσεων. Επίσης προβλέπονται νέα κίνητρα δια την εγκατάστασιν βιομηχανιών εις τας επαρχίας, εκτός της περιοχής της πρωτευούσης, και ειδικαί ρυθμίσεις δια την χρηματοδότησιν αυτών υπό των τραπεζών. [457,1218,575,1334]
headline-kuwait-loan: ΔΑΝΕΙΟΝ ΤΟΥ ΚΟΥΒΕΙΤ ΠΡΟΣ ΤΗΝ ΙΟΡΔΑΝΙΑΝ [957,2109,1126,2129]
dateline: ΑΘΗΝΑΙ, 2.— Ένωσιν... [218,307,315,317]
kicker-formosa: ΔΙΑ ΤΟΥ ΠΡΕΣΒΕΥΤΟΥ ΤΗΣ [1252,1163,1443,1178]
body-text: κυβερνήσεως, τα όποια θα μεσολαβή εις τους ενδιαφερομένους και τας αρμοδίας υπηρεσίας, δια την ταχυτέραν διεκπεραίωσιν των αιτήσεων. Επίσης προβλέπονται νέα κίνητρα δια την εγκατάστασιν βιομηχανιών εις τας επαρχίας, εκτός της περιοχής της πρωτευούσης, και ειδικαί ρυθμίσεις δια την χρηματοδότησιν αυτών υπό των τραπεζών. [8,429,198,500]
body-text: κυβερνήσεως, τα όποια θα μεσολαβή εις τους ενδιαφερομένους και τας αρμοδίας υπηρεσίας, δια την ταχυτέραν διεκπεραίωσιν των αιτήσεων. Επίσης προβλέπονται νέα κίνητρα δια την εγκατάστασιν βιομηχανιών εις τας επαρχίας, εκτός της περιοχής της πρωτευούσης, και ειδικαί ρυθμίσεις δια την χρηματοδότησιν αυτών υπό των τραπεζών. [755,1034,916,1123]
body-text: κυβερνήσεως, τα όποια θα μεσολαβή εις τους ενδιαφερομένους και τας αρμοδίας υπηρεσίας, δια την ταχυτέραν διεκπεραίωσιν των αιτήσεων. Επίσης προβλέπονται νέα κίνητρα δια την εγκατάστασιν βιομηχανιών εις τας επαρχίας, εκτός της περιοχής της πρωτευούσης, και ειδικαί ρυθμίσεις δια την χρηματοδότησιν αυτών υπό των τραπεζών. [1135,1655,1344,1717]
body-text: κυβερνήσεως, τα όποια θα μεσολαβή εις τους ενδιαφερομένους και τας αρμοδίας υπηρεσίας, δια την ταχυτέραν διεκπεραίωσιν των αιτήσεων. Επίσης προβλέπονται νέα κίνητρα δια την εγκατάστασιν βιομηχανιών εις τας επαρχίας, εκτός της περιοχής της πρωτευούσης, και ειδικαί ρυθμίσεις δια την χρηματοδότησιν αυτών υπό των τραπεζών. [396,587,575,659]
body-text: κυβερνήσεως, τα όποια θα μεσολαβή εις τους ενδιαφερομένους και τας αρμοδίας υπηρεσίας, δια την ταχυτέραν διεκπεραίωσιν των αιτήσεων. Επίσης προβλέπονται νέα κίνητρα δια την εγκατάστασιν βιομηχανιών εις τας επαρχίας, εκτός της περιοχής της πρωτευούσης, και ειδικαί ρυθμίσεις δια την χρηματοδότησιν αυτών υπό των τραπεζών. [1135,1589,1344,1652]
body-text: κυβερνήσεως, τα όποια θα μεσολαβή εις τους ενδιαφερομένους και τας αρμοδίας υπηρεσίας, δια την ταχυτέραν διεκπεραίωσιν των αιτήσεων. Επίσης προβλέπονται νέα κίνητρα δια την εγκατάστασιν βιομηχανιών εις τας επαρχίας, εκτός της περιοχής της πρωτευούσης, και ειδικαί ρυθμίσεις δια την χρηματοδότησιν αυτών υπό των τραπεζών. [8,334,198,405]
body-text: κυβερνήσεως, τα όποια θα μεσολαβή εις τους ενδιαφερομένους και τας αρμοδίας υπηρεσίας, δια την ταχυτέραν διεκπεραίωσιν των αιτήσεων. Επίσης προβλέπονται νέα κίνητρα δια την εγκατάστασιν βιομηχανιών εις τας επαρχίας, εκτός της περιοχής της πρωτευούσης, και ειδικαί ρυθμίσεις δια την χρηματοδότησιν αυτών υπό των τραπεζών. [586,1058,748,1147]
body-text: κυβερνήσεως, τα όποια θα μεσολαβή εις τους ενδιαφερομένους και τας αρμοδίας υπηρεσίας, δια την ταχυτέραν διεκπεραίωσιν των αιτήσεων. Επίσης προβλέπονται νέα κίνητρα δια την εγκατάστασιν βιομηχανιών εις τας επαρχίας, εκτός της περιοχής της πρωτευούσης, και ειδικαί ρυθμίσεις δια την χρηματοδότησιν αυτών υπό των τραπεζών. [1135,1022,1344,1085]
body-text: κυβερνήσεως, τα όποια θα μεσολαβή εις τους ενδιαφερομένους και τας αρμοδίας υπηρεσίας, δια την ταχυτέραν διεκπεραίωσιν των αιτήσεων. Επίσης προβλέπονται νέα κίνητρα δια την εγκατάστασιν βιομηχανιών εις τας επαρχίας, εκτός της περιοχής της πρωτευούσης, και ειδικαί ρυθμίσεις δια την χρηματοδότησιν αυτών υπό των τραπεζών. [930,1050,1123,1121]
university-reception-photo [214,1823,941,2188]
industry-column [210,84,575,1628]
headline-soviet: Η ΣΟΒΙΕΤΙΚΗ ΕΝΩΣΙΣ ΕΙΣ ΤΡΙΜΕΡΗ ΔΙΑΣΚΕΨΙΝ ΤΟ ΣΥΝΤΟΜΩΤΕΡΟΝ [1352,1547,1559,1573]
body-text: κυβερνήσεως, τα όποια θα μεσολαβή εις τους ενδιαφερομένους και τας αρμοδίας υπηρεσίας, δια την ταχυτέραν διεκπεραίωσιν των αιτήσεων. Επίσης προβλέπονται νέα κίνητρα δια την εγκατάστασιν βιομηχανιών εις τας επαρχίας, εκτός της περιοχής της πρωτευούσης, [396,811,575,865]
body-text: κυβερνήσεως, τα όποια θα μεσολαβή εις τους ενδιαφερομένους και τας αρμοδίας υπηρεσίας, δια την ταχυτέραν διεκπεραίωσιν των αιτήσεων. Επίσης προβλέπονται νέα κίνητρα δια την εγκατάστασιν βιομηχανιών εις τας επαρχίας, εκτός της περιοχής της πρωτευούσης, και ειδικαί ρυθμίσεις δια την χρηματοδότησιν αυτών υπό των τραπεζών. [755,561,916,650]
body-text: κυβερνήσεως, τα όποια θα μεσολαβή εις τους ενδιαφερομένους και τας αρμοδίας υπηρεσίας, δια την ταχυτέραν διεκπεραίωσιν των αιτήσεων. Επίσης προβλέπονται νέα κίνητρα δια την εγκατάστασιν βιομηχανιών εις τας επαρχίας, εκτός της περιοχής της πρωτευούσης, και ειδικαί ρυθμίσεις δια την χρηματοδότησιν αυτών υπό των τραπεζών. [1135,679,1344,742]
kicker: ΕΙΣ ΓΕΥΜΑ ΤΟΥ "ΠΡΟΠΕΛΕΡ ΚΛΑΜΠ" [586,84,1123,109]
headline-reactor: ΕΓΕΘΗ ΕΙΣ ΑΠΟΓΥΡΑΝ Ο ΠΡΩΤΟΣ ΙΑΠΩΝΙΚΟΣ ΑΤΟΜΙΚΟΣ ΑΝΤΙΔΡΑΣΤΗΡ [959,1612,1124,1643]
body-text: κυβερνήσεως, τα όποια θα μεσολαβή εις τους ενδιαφερομένους και τας αρμοδίας υπηρεσίας, δια την ταχυτέραν διεκπεραίωσιν των αιτήσεων. Επίσης προβλέπονται νέα κίνητρα δια την εγκατάστασιν βιομηχανιών εις τας επαρχίας, εκτός της περιοχής της πρωτευούσης, και ειδικαί ρυθμίσεις δια την χρηματοδότησιν αυτών υπό των τραπεζών. [1422,1416,1560,1515]
body-text: κυβερνήσεως, τα όποια θα μεσολαβή εις τους ενδιαφερομένους και τας αρμοδίας υπηρεσίας, δια την ταχυτέραν διεκπεραίωσιν των αιτήσεων. Επίσης προβλέπονται νέα κίνητρα δια την εγκατάστασιν βιομηχανιών εις τας επαρχίας, εκτός της περιοχής της πρωτευούσης, και ειδικαί ρυθμίσεις δια την χρηματοδότησιν αυτών υπό των τραπεζών. [755,942,916,1031]
body-text: κυβερνήσεως, τα όποια θα μεσολαβή εις τους ενδιαφερομένους και τας αρμοδίας υπηρεσίας, δια την ταχυτέραν διεκπεραίωσιν των αιτήσεων. Επίσης προβλέπονται νέα κίνητρα δια την εγκατάστασιν βιομηχανιών εις τας επαρχίας, εκτός της περιοχής της πρωτευούσης, και ειδικαί ρυθμίσεις δια την χρηματοδότησιν αυτών υπό των τραπεζών. [586,689,748,778]
body-text: κυβερνήσεως, τα όποια θα μεσολαβή εις τους ενδιαφερομένους και τας αρμοδίας υπηρεσίας, δια την ταχυτέραν διεκπεραίωσιν των αιτήσεων. Επίσης προβλέπονται νέα κίνητρα δια την εγκατάστασιν βιομηχανιών εις τας επαρχίας, εκτός της περιοχής της πρωτευούσης, και ειδικαί ρυθμίσεις δια την χρηματοδότησιν αυτών υπό των τραπεζών. [1422,1316,1560,1414]
body-text: κυβερνήσεως, τα όποια θα μεσολαβή εις τους ενδιαφερομένους και τας αρμοδίας υπηρεσίας, δια την ταχυτέραν διεκπεραίωσιν των αιτήσεων. Επίσης προβλέπονται νέα κίνητρα δια την εγκατάστασιν βιομηχανιών εις τας επαρχίας, εκτός της περιοχής της πρωτευούσης, και ειδικαί ρυθμίσεις δια την χρηματοδότησιν αυτών υπό των τραπεζών. [755,469,916,558]
body-text: κυβερνήσεως, τα όποια θα μεσολαβή εις τους ενδιαφερομένους και τας αρμοδίας υπηρεσίας, δια την ταχυτέραν διεκπεραίωσιν των αιτήσεων. Επίσης προβλέπονται νέα κίνητρα δια την εγκατάστασιν βιομηχανιών εις τας επαρχίας, εκτός της περιοχής της πρωτευούσης, και ειδικαί ρυθμίσεις δια την χρηματοδότησιν αυτών υπό των τραπεζών. [930,936,1123,1008]
body-text: κυβερνήσεως, τα όποια θα μεσολαβή εις τους ενδιαφερομένους και τας αρμοδίας υπηρεσίας, δια την ταχυτέραν διεκπεραίωσιν των αιτήσεων. Επίσης προβλέπονται νέα κίνητρα δια την εγκατάστασιν βιομηχανιών εις τας επαρχίας, εκτός της περιοχής της πρωτευούσης, και ειδικαί ρυθμίσεις δια την χρηματοδότησιν αυτών υπό των τραπεζών. [930,571,1123,642]
body-text: κυβερνήσεως, τα όποια θα μεσολαβή εις τους ενδιαφερομένους και τας αρμοδίας υπηρεσίας, δια την ταχυτέραν διεκπεραίωσιν των αιτήσεων. Επίσης προβλέπονται νέα κίνητρα δια την εγκατάστασιν βιομηχανιών εις τας επαρχίας, εκτός της περιοχής της πρωτευούσης, και ειδικαί ρυθμίσεις δια την χρηματοδότησιν αυτών υπό των τραπεζών. [1135,1285,1417,1523]
body-text: κυβερνήσεως, τα όποια θα μεσολαβή εις τους ενδιαφερομένους και τας αρμοδίας [755,1426,916,1445]
body-text: κυβερνήσεως, τα όποια θα μεσολαβή εις τους ενδιαφερομένους και τας αρμοδίας υπηρεσίας, δια την ταχυτέραν διεκπεραίωσιν των αιτήσεων. Επίσης προβλέπονται νέα κίνητρα δια την εγκατάστασιν βιομηχανιών εις τας επαρχίας, εκτός της περιοχής της πρωτευούσης, και ειδικαί ρυθμίσεις δια την χρηματοδότησιν αυτών υπό των τραπεζών. [396,736,575,808]
subhead-city-news: Μικραί ειδήσεις της πόλεως [21,900,185,931]
subhead-weddings: Μέλλοντες γάμοι [24,239,182,258]
subhead-programming: ΠΡΟΓΡΑΜΜΑΤΙΣΜΟΣ [784,745,887,756]
subhead-journalists: Η «ΕΥΠΑΘΕΙΑ» ΤΩΝ ΔΗΜΟΣΙΟΓΡΑΦΩΝ [257,1059,528,1074]
body-text: κυβερνήσεως, τα όποια θα μεσολαβή εις τους ενδιαφερομένους και τας αρμοδίας υπηρεσίας, δια την ταχυτέραν διεκπεραίωσιν των αιτήσεων. Επίσης προβλέπονται νέα κίνητρα δια την εγκατάστασιν βιομηχανιών εις τας επαρχίας, εκτός της περιοχής της πρωτευούσης, και ειδικαί ρυθμίσεις δια την χρηματοδότησιν αυτών υπό των τραπεζών. [954,1823,1130,1894]
